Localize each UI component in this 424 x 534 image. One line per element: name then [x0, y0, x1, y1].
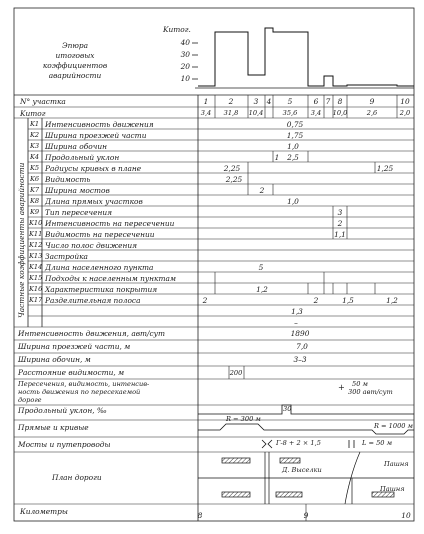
coef-value: – — [294, 318, 298, 327]
coef-value: 3 — [337, 208, 343, 217]
coef-code: K10 — [29, 219, 43, 227]
coef-code: K5 — [30, 164, 40, 172]
coef-value: 1,0 — [287, 197, 299, 206]
coef-name: Застройка — [45, 252, 88, 261]
title-line-4: аварийности — [48, 71, 102, 80]
road-row-name: Расстояние видимости, м — [18, 368, 125, 377]
k-total-value: 35,6 — [282, 109, 298, 117]
coef-value: 1,0 — [287, 142, 299, 151]
coef-code: K16 — [29, 285, 43, 293]
coef-value: 1,75 — [286, 131, 304, 140]
coef-value: 2 — [259, 186, 265, 195]
bridge-length: L = 50 м — [362, 439, 393, 447]
coef-code: K11 — [29, 230, 43, 238]
bridge-span: Г-8 + 2 × 1,5 — [276, 439, 321, 447]
km-value: 9 — [303, 511, 309, 520]
k-total-value: 10,4 — [248, 109, 264, 117]
coef-value: 1,5 — [342, 296, 354, 305]
title-line-3: коэффициентов — [42, 61, 108, 70]
k-total-epure — [198, 28, 414, 86]
coef-name: Видимость на пересечении — [45, 230, 155, 239]
tick-40: 40 — [180, 38, 190, 47]
coef-code: K12 — [29, 241, 43, 249]
coef-name: Тип пересечения — [45, 208, 113, 217]
section-5: 5 — [287, 97, 293, 106]
section-2: 2 — [228, 97, 234, 106]
coef-value: 2,5 — [287, 153, 299, 162]
coef-name: Видимость — [45, 175, 91, 184]
coef-value: 2,25 — [225, 175, 243, 184]
road-row-value: 200 — [229, 369, 243, 377]
section-10: 10 — [400, 97, 410, 106]
coef-code: K2 — [30, 131, 40, 139]
coef-value: 2,25 — [223, 164, 241, 173]
coef-name: Разделительная полоса — [45, 296, 141, 305]
section-7: 7 — [325, 97, 331, 106]
coef-name: Продольный уклон — [45, 153, 120, 162]
tick-20: 20 — [180, 62, 190, 71]
intersection-traffic: 300 авт/сут — [348, 388, 393, 396]
section-3: 3 — [253, 97, 259, 106]
bridges-label: Мосты и путепроводы — [18, 440, 111, 449]
coef-name: Длина прямых участков — [45, 197, 143, 206]
road-row-name: Интенсивность движения, авт/сут — [18, 329, 165, 338]
curves-label: Прямые и кривые — [18, 423, 89, 432]
coef-name: Ширина обочин — [45, 142, 107, 151]
coef-code: K14 — [29, 263, 43, 271]
plan-village-label: Д. Выселки — [282, 466, 322, 474]
road-row-value: 7,0 — [296, 342, 308, 351]
tick-10: 10 — [180, 74, 190, 83]
section-6: 6 — [313, 97, 319, 106]
tick-30: 30 — [180, 50, 190, 59]
k-total-axis-label: Kитог. — [163, 25, 191, 34]
section-8: 8 — [337, 97, 343, 106]
road-plan — [198, 452, 414, 504]
coef-code: K7 — [30, 186, 40, 194]
k-total-value: 10,0 — [332, 109, 348, 117]
coef-value: 1,3 — [291, 307, 303, 316]
curve-radius-2: R = 1000 м — [374, 422, 414, 430]
coef-name: Радиусы кривых в плане — [45, 164, 142, 173]
road-row-name: Ширина обочин, м — [18, 355, 91, 364]
intersection-label-line: Пересечения, видимость, интенсив- — [18, 380, 150, 388]
coef-value: 1,1 — [334, 230, 346, 239]
coef-code: K9 — [30, 208, 40, 216]
intersection-plus-icon: + — [338, 382, 345, 392]
coef-code: K1 — [30, 120, 40, 128]
coef-value: 2 — [337, 219, 343, 228]
intersection-distance: 50 м — [352, 380, 368, 388]
coef-code: K15 — [29, 274, 43, 282]
coef-code: K13 — [29, 252, 43, 260]
coef-value: 1,2 — [386, 296, 398, 305]
coef-code: K4 — [30, 153, 40, 161]
road-row-value: 1890 — [290, 329, 310, 338]
km-value: 8 — [197, 511, 203, 520]
section-9: 9 — [369, 97, 375, 106]
coef-name: Число полос движения — [45, 241, 138, 250]
title-line-1: Эпюра — [61, 41, 89, 50]
km-value: 10 — [401, 511, 411, 520]
plan-label: План дороги — [52, 473, 102, 482]
km-label: Километры — [20, 507, 68, 516]
coef-value: 1,2 — [256, 285, 268, 294]
intersection-label-line: ность движения по пересекаемой — [18, 388, 141, 396]
coef-name: Длина населенного пункта — [45, 263, 154, 272]
coef-value: 5 — [258, 263, 264, 272]
coef-value: 2 — [202, 296, 208, 305]
coef-name: Ширина мостов — [45, 186, 110, 195]
coef-name: Характеристика покрытия — [45, 285, 158, 294]
k-total-value: 31,8 — [223, 109, 239, 117]
coef-name: Подходы к населенным пунктам — [45, 274, 176, 283]
section-1: 1 — [203, 97, 209, 106]
plan-field-label-1: Пашня — [384, 460, 409, 468]
intersection-label-line: дороге — [18, 396, 42, 404]
k-total-value: 2,6 — [366, 109, 378, 117]
coef-value: 1,25 — [376, 164, 394, 173]
road-row-value: 3–3 — [293, 355, 307, 364]
title-line-2: итоговых — [55, 51, 95, 60]
k-total-value: 3,4 — [310, 109, 322, 117]
k-total-value: 2,0 — [399, 109, 411, 117]
road-row-name: Ширина проезжей части, м — [18, 342, 131, 351]
section-number-label: N° участка — [20, 97, 66, 106]
grade-profile — [198, 405, 414, 414]
coef-value: 2 — [313, 296, 319, 305]
plan-field-label-2: Пашня — [380, 485, 405, 493]
coef-code: K3 — [30, 142, 40, 150]
coef-name: Ширина проезжей части — [45, 131, 147, 140]
grade-label: Продольный уклон, ‰ — [18, 406, 107, 415]
k-total-label: Kитог — [20, 109, 46, 118]
curve-radius-1: R = 300 м — [226, 415, 261, 423]
partial-coefficients-side-label: Частные коэффициенты аварийности — [17, 162, 26, 318]
k-total-value: 3,4 — [200, 109, 212, 117]
coef-code: K17 — [29, 296, 43, 304]
coef-code: K6 — [30, 175, 40, 183]
coef-name: Интенсивность движения — [45, 120, 154, 129]
grade-value: 30 — [283, 405, 292, 413]
coef-value: 1 — [274, 153, 280, 162]
coef-name: Интенсивность на пересечении — [45, 219, 175, 228]
coef-value: 0,75 — [286, 120, 304, 129]
coef-code: K8 — [30, 197, 40, 205]
section-4: 4 — [266, 97, 272, 106]
